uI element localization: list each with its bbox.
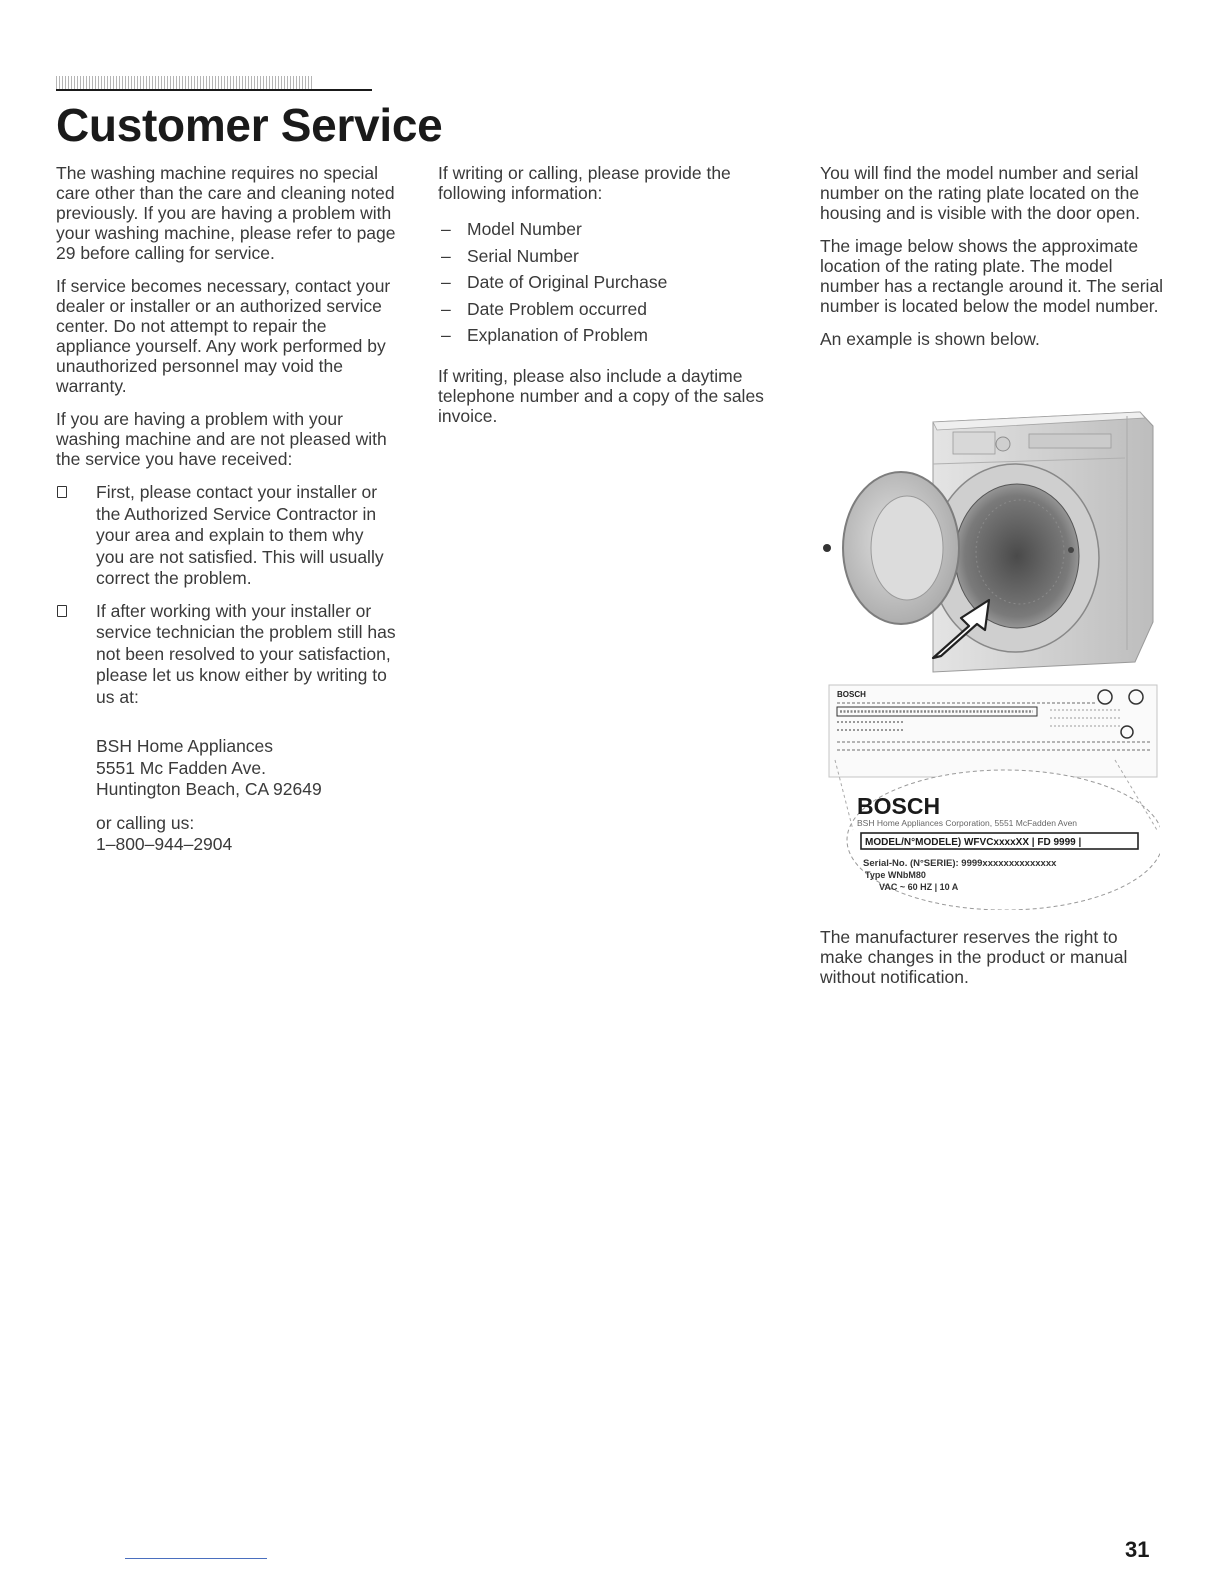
dash-bullet: – bbox=[441, 325, 451, 345]
rating-plate-small bbox=[829, 685, 1157, 777]
checkbox-icon bbox=[57, 486, 67, 498]
info-list-item bbox=[438, 322, 778, 349]
washer-illustration bbox=[815, 400, 1160, 910]
checklist-item bbox=[56, 482, 396, 590]
address-line: Huntington Beach, CA 92649 bbox=[96, 779, 322, 799]
drum-opening bbox=[955, 484, 1079, 628]
column-right bbox=[820, 163, 1165, 362]
phone-block bbox=[56, 813, 396, 856]
info-intro: If writing or calling, please provide the following information: bbox=[438, 163, 731, 203]
column-left bbox=[56, 163, 396, 856]
info-item-text: Model Number bbox=[467, 219, 582, 239]
plate-brand: BOSCH bbox=[857, 793, 941, 819]
info-item-text: Explanation of Problem bbox=[467, 325, 648, 345]
page-title: Customer Service bbox=[56, 99, 443, 151]
intro-paragraph: The washing machine requires no special care other than the care and cleaning noted previously. If you are having a problem with your washing machine, please refer to page 29 before calling for service. bbox=[56, 163, 396, 263]
plate-type: Type WNbM80 bbox=[865, 870, 926, 880]
info-list-item bbox=[438, 216, 778, 243]
bottom-rule bbox=[125, 1558, 267, 1559]
checklist-item bbox=[56, 601, 396, 709]
plate-company: BSH Home Appliances Corporation, 5551 McFadden Aven bbox=[857, 818, 1078, 828]
plate-serial: Serial-No. (N°SERIE): 9999xxxxxxxxxxxxxx bbox=[863, 858, 1057, 869]
door-hinge-icon bbox=[823, 544, 831, 552]
dash-bullet: – bbox=[441, 245, 451, 266]
checklist-text: If after working with your installer or service technician the problem still has not been resolved to your satisfaction, please let us know either by writing to us at: bbox=[96, 600, 396, 707]
svg-text:BOSCH: BOSCH bbox=[837, 690, 866, 699]
checkbox-icon bbox=[57, 605, 67, 617]
dash-bullet: – bbox=[441, 272, 451, 292]
info-item-text: Serial Number bbox=[467, 245, 579, 266]
info-outro: If writing, please also include a daytime telephone number and a copy of the sales invoice. bbox=[438, 365, 764, 426]
plate-model: MODEL/N°MODELE) WFVCxxxxXX | FD 9999 | bbox=[865, 837, 1082, 848]
mailing-address bbox=[56, 736, 396, 801]
column-middle bbox=[438, 163, 778, 439]
info-list-item bbox=[438, 269, 778, 296]
example-label: An example is shown below. bbox=[820, 329, 1040, 349]
header-rule bbox=[56, 76, 372, 91]
checklist-text: First, please contact your installer or the Authorized Service Contractor in your area and explain to them why you are not satisfied. This will usually correct the problem. bbox=[96, 482, 384, 588]
phone-number: 1–800–944–2904 bbox=[96, 834, 233, 854]
service-paragraph: If service becomes necessary, contact your dealer or installer or an authorized service center. Do not attempt to repair the appliance yourself. Any work performed by unauthorized personnel may void the warranty. bbox=[56, 276, 391, 396]
info-list bbox=[438, 216, 778, 349]
image-description: The image below shows the approximate location of the rating plate. The model number has a rectangle around it. The serial number is located below the model number. bbox=[820, 236, 1164, 316]
manufacturer-notice: The manufacturer reserves the right to make changes in the product or manual without notification. bbox=[820, 927, 1128, 987]
info-item-text: Date of Original Purchase bbox=[467, 272, 668, 292]
washer-figure bbox=[815, 400, 1160, 910]
address-line: BSH Home Appliances bbox=[96, 736, 274, 756]
dash-bullet: – bbox=[441, 298, 451, 319]
address-line: 5551 Mc Fadden Ave. bbox=[96, 757, 266, 778]
rating-plate-location: You will find the model number and serial number on the rating plate located on the housing and is visible with the door open. bbox=[820, 163, 1141, 223]
problem-paragraph: If you are having a problem with your washing machine and are not pleased with the service you have received: bbox=[56, 409, 387, 469]
page-number: 31 bbox=[1125, 1537, 1150, 1562]
dash-bullet: – bbox=[441, 219, 451, 239]
checklist bbox=[56, 482, 396, 708]
plate-power: VAC ~ 60 HZ | 10 A bbox=[879, 882, 959, 892]
calling-label: or calling us: bbox=[96, 812, 195, 833]
info-item-text: Date Problem occurred bbox=[467, 298, 647, 319]
header-hatch bbox=[56, 76, 314, 89]
info-list-item bbox=[438, 243, 778, 270]
info-list-item bbox=[438, 296, 778, 323]
